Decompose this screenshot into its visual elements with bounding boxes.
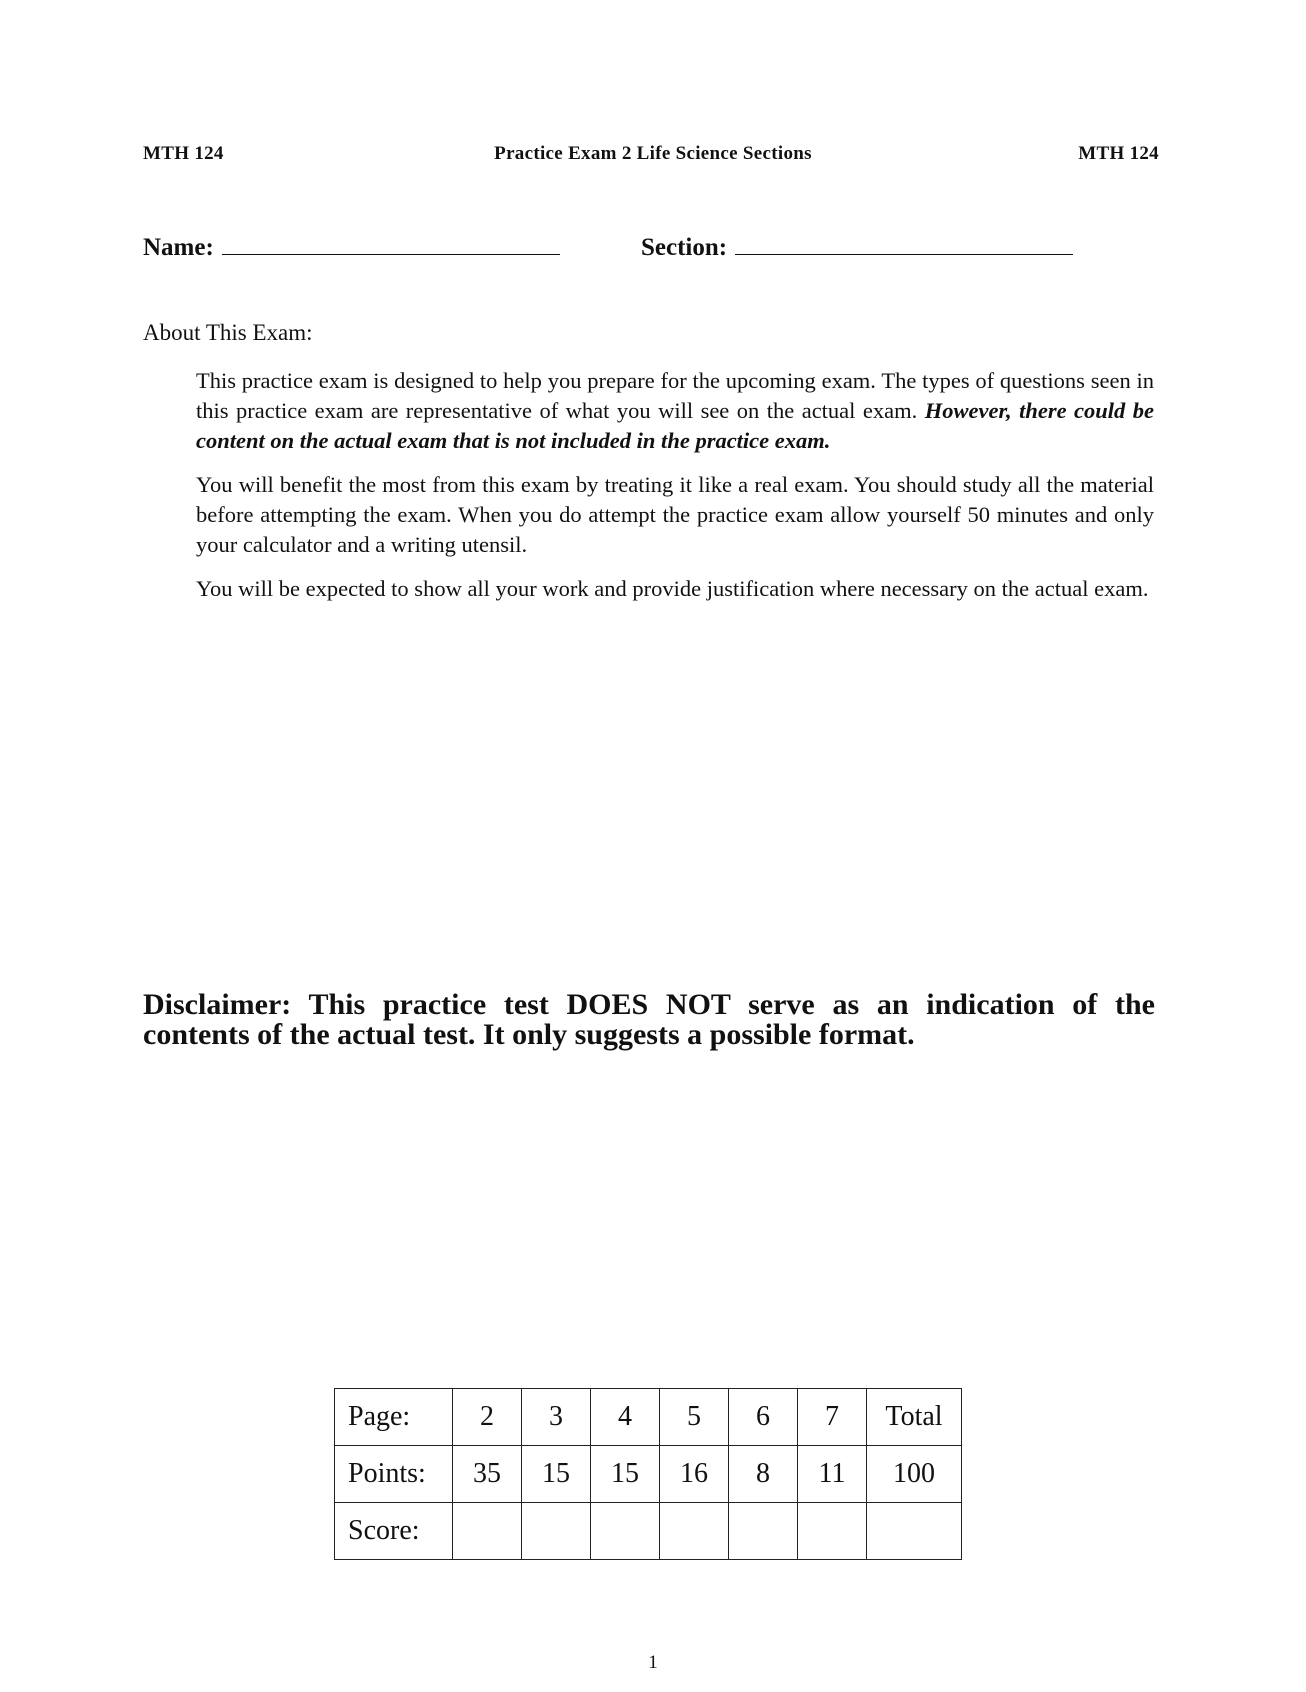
page-cell: 7 <box>798 1389 867 1446</box>
score-table-row-pages <box>335 1389 962 1446</box>
page-cell: 3 <box>522 1389 591 1446</box>
points-cell: 15 <box>522 1446 591 1503</box>
page-cell: 4 <box>591 1389 660 1446</box>
name-blank-line[interactable] <box>222 232 560 255</box>
about-heading: About This Exam: <box>143 320 313 345</box>
about-paragraph-3: You will be expected to show all your work and provide justification where necessary on the actual exam. <box>196 576 1149 601</box>
points-cell: 16 <box>660 1446 729 1503</box>
row-label-score: Score: <box>335 1503 453 1560</box>
about-paragraph-2: You will benefit the most from this exam by treating it like a real exam. You should study all the material before attempting the exam. When you do attempt the practice exam allow yourself 50 minutes and only your calculator and a writing utensil. <box>196 472 1154 557</box>
score-cell-total[interactable] <box>867 1503 962 1560</box>
score-cell[interactable] <box>591 1503 660 1560</box>
page-cell: 5 <box>660 1389 729 1446</box>
score-cell[interactable] <box>453 1503 522 1560</box>
points-cell: 11 <box>798 1446 867 1503</box>
score-table-row-points <box>335 1446 962 1503</box>
header-course-left: MTH 124 <box>143 143 224 164</box>
score-table <box>334 1388 962 1560</box>
about-body <box>196 366 1154 618</box>
score-cell[interactable] <box>729 1503 798 1560</box>
name-field[interactable] <box>143 232 560 262</box>
score-cell[interactable] <box>798 1503 867 1560</box>
section-label: Section: <box>641 234 728 261</box>
score-cell[interactable] <box>522 1503 591 1560</box>
section-blank-line[interactable] <box>735 232 1073 255</box>
header-title: Practice Exam 2 Life Science Sections <box>494 143 812 164</box>
points-cell: 35 <box>453 1446 522 1503</box>
header-course-right: MTH 124 <box>1078 143 1159 164</box>
points-cell: 15 <box>591 1446 660 1503</box>
about-paragraph-1-emphasis: However, there could be content on the actual exam that is not included in the practice exam. <box>196 398 1154 453</box>
points-cell: 8 <box>729 1446 798 1503</box>
row-label-page: Page: <box>335 1389 453 1446</box>
page-cell-total: Total <box>867 1389 962 1446</box>
name-label: Name: <box>143 234 214 261</box>
about-paragraph-1 <box>196 366 1154 456</box>
page-cell: 6 <box>729 1389 798 1446</box>
disclaimer: Disclaimer: This practice test DOES NOT serve as an indication of the contents of the actual test. It only suggests a possible format. <box>143 988 1155 1051</box>
score-cell[interactable] <box>660 1503 729 1560</box>
score-table-row-score <box>335 1503 962 1560</box>
section-field[interactable] <box>641 232 1073 262</box>
page-number: 1 <box>648 1652 658 1673</box>
row-label-points: Points: <box>335 1446 453 1503</box>
about-paragraph-1-text: This practice exam is designed to help you prepare for the upcoming exam. The types of questions seen in this practice exam are representative of what you will see on the actual exam. <box>196 368 1154 423</box>
points-cell-total: 100 <box>867 1446 962 1503</box>
page-cell: 2 <box>453 1389 522 1446</box>
